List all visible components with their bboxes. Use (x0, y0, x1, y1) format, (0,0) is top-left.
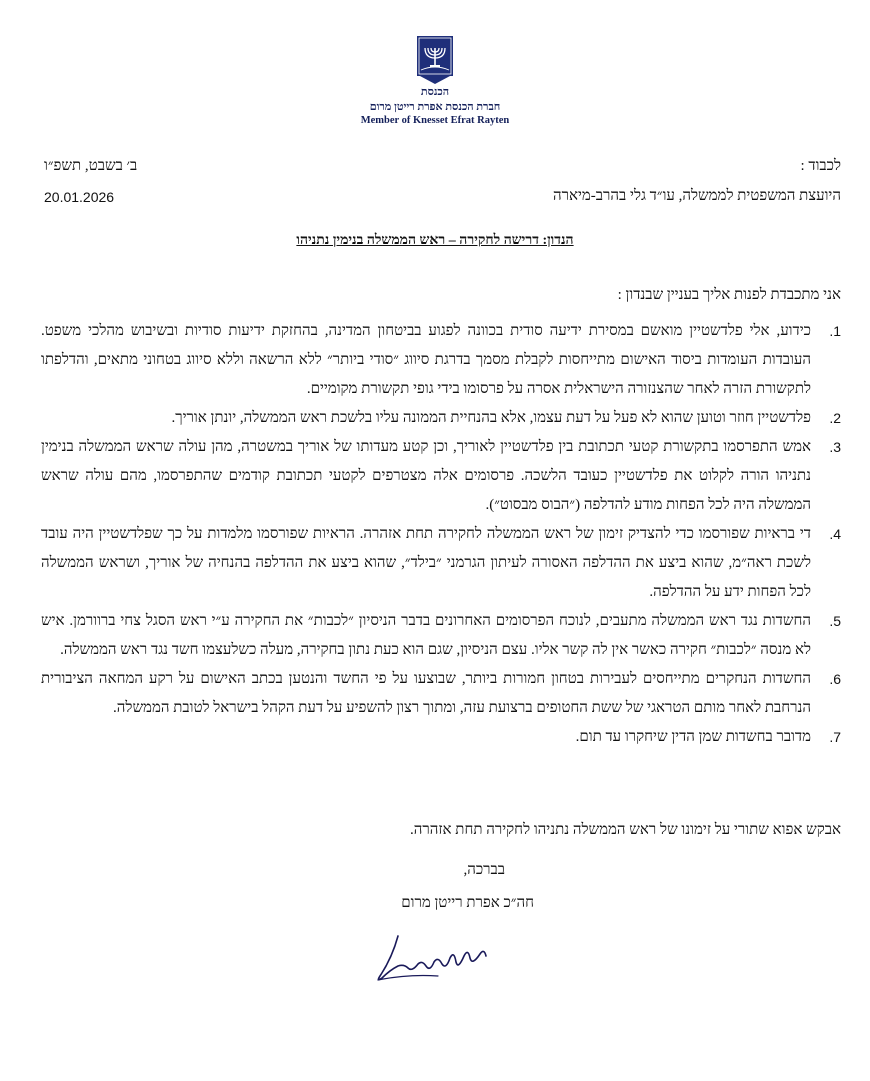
letterhead-member-english: Member of Knesset Efrat Rayten (360, 115, 510, 126)
hebrew-date: ב׳ בשבט, תשפ״ו (44, 158, 138, 174)
handwritten-signature-icon (368, 928, 508, 988)
list-item-text: מדובר בחשדות שמן הדין שיחקרו עד תום. (575, 729, 811, 745)
subject-line (0, 233, 870, 249)
list-item-number: 5. (829, 613, 841, 629)
list-item (41, 665, 841, 723)
closing-regards: בברכה, (463, 862, 505, 878)
list-item-number: 3. (829, 439, 841, 455)
list-item (41, 723, 841, 752)
list-item-number: 1. (829, 323, 841, 339)
menorah-emblem-icon (417, 36, 453, 84)
list-item (41, 607, 841, 665)
closing-request: אבקש אפוא שתורי על זימונו של ראש הממשלה נתניהו לחקירה תחת אזהרה. (410, 822, 841, 838)
list-item-number: 4. (829, 526, 841, 542)
list-item-text: פלדשטיין חוזר וטוען שהוא לא פעל על דעת עצמו, אלא בהנחיית הממונה עליו בלשכת ראש הממשלה, יונתן אוריך. (171, 410, 811, 426)
letterhead (0, 36, 870, 126)
letterhead-member-hebrew: חברת הכנסת אפרת רייטן מרום (369, 101, 501, 113)
list-item (41, 404, 841, 433)
subject-text: הנדון: דרישה לחקירה – ראש הממשלה בנימין נתניהו (296, 233, 574, 248)
intro-line: אני מתכבדת לפנות אליך בעניין שבנדון : (617, 287, 841, 303)
letterhead-knesset: הכנסת (420, 86, 450, 98)
list-item (41, 433, 841, 520)
gregorian-date: 20.01.2026 (44, 189, 115, 205)
list-item-text: כידוע, אלי פלדשטיין מואשם במסירת ידיעה סודית בכוונה לפגוע בביטחון המדינה, בהחזקת ידיעות סודיות ובשיבוש מהלכי משפט. העובדות העומדות ביסוד האישום מתייחסות לקבלת מסמך בדרגת סיווג ״סודי ביותר״ ללא הרשאה וללא סיווג בטחוני מתאים, והדלפתו לתקשורת הזרה לאחר שהצנזורה הישראלית אסרה על פרסומו בידי גופי תקשורת מקומיים. (41, 323, 811, 397)
signer-name: חה״כ אפרת רייטן מרום (401, 895, 534, 911)
list-item-text: די בראיות שפורסמו כדי להצדיק זימון של ראש הממשלה לחקירה תחת אזהרה. הראיות שפורסמו מלמדות על כך שפלדשטיין היה עובד לשכת ראה״מ, שהוא ביצע את ההדלפה האסורה לעיתון הגרמני ״בילד״, שהוא ביצע את ההדלפה בהנחיה של אוריך, ושראש הממשלה לכל הפחות ידע על ההדלפה. (41, 526, 811, 600)
list-item-text: החשדות נגד ראש הממשלה מתעבים, לנוכח הפרסומים האחרונים בדבר הניסיון ״לכבות״ את החקירה ע״י ראש הסגל צחי ברוורמן. איש לא מנסה ״לכבות״ חקירה כאשר אין לה קשר אליו. עצם הניסיון, שגם הוא כעת נתון בחקירה, מעלה כשלעצמו חשד נגד ראש הממשלה. (41, 613, 811, 658)
list-item-number: 2. (829, 410, 841, 426)
list-item-number: 7. (829, 729, 841, 745)
recipient-label: לכבוד : (800, 158, 841, 174)
list-item-text: החשדות הנחקרים מתייחסים לעבירות בטחון חמורות ביותר, שבוצעו על פי החשד והנטען בכתב האישום על רקע המחאה הציבורית הנרחבת לאחר מותם הטראגי של ששת החטופים ברצועת עזה, ומתוך רצון להשפיע על דעת הקהל בישראל לטובת הממשלה. (41, 671, 811, 716)
recipient-name: היועצת המשפטית לממשלה, עו״ד גלי בהרב-מיארה (552, 188, 841, 204)
list-item (41, 520, 841, 607)
list-item-text: אמש התפרסמו בתקשורת קטעי תכתובת בין פלדשטיין לאוריך, וכן קטע מעדותו של אוריך במשטרה, מהן עולה שראש הממשלה בנימין נתניהו הורה לקלוט את פלדשטיין כעובד הלשכה. פרסומים אלה מצטרפים לקטעי תכתובת קודמים שהתפרסמו, מהם עולה שראש הממשלה היה לכל הפחות מודע להדלפה (״הבוס מבסוט״). (41, 439, 811, 513)
list-item (41, 317, 841, 404)
demands-list (41, 317, 841, 752)
list-item-number: 6. (829, 671, 841, 687)
